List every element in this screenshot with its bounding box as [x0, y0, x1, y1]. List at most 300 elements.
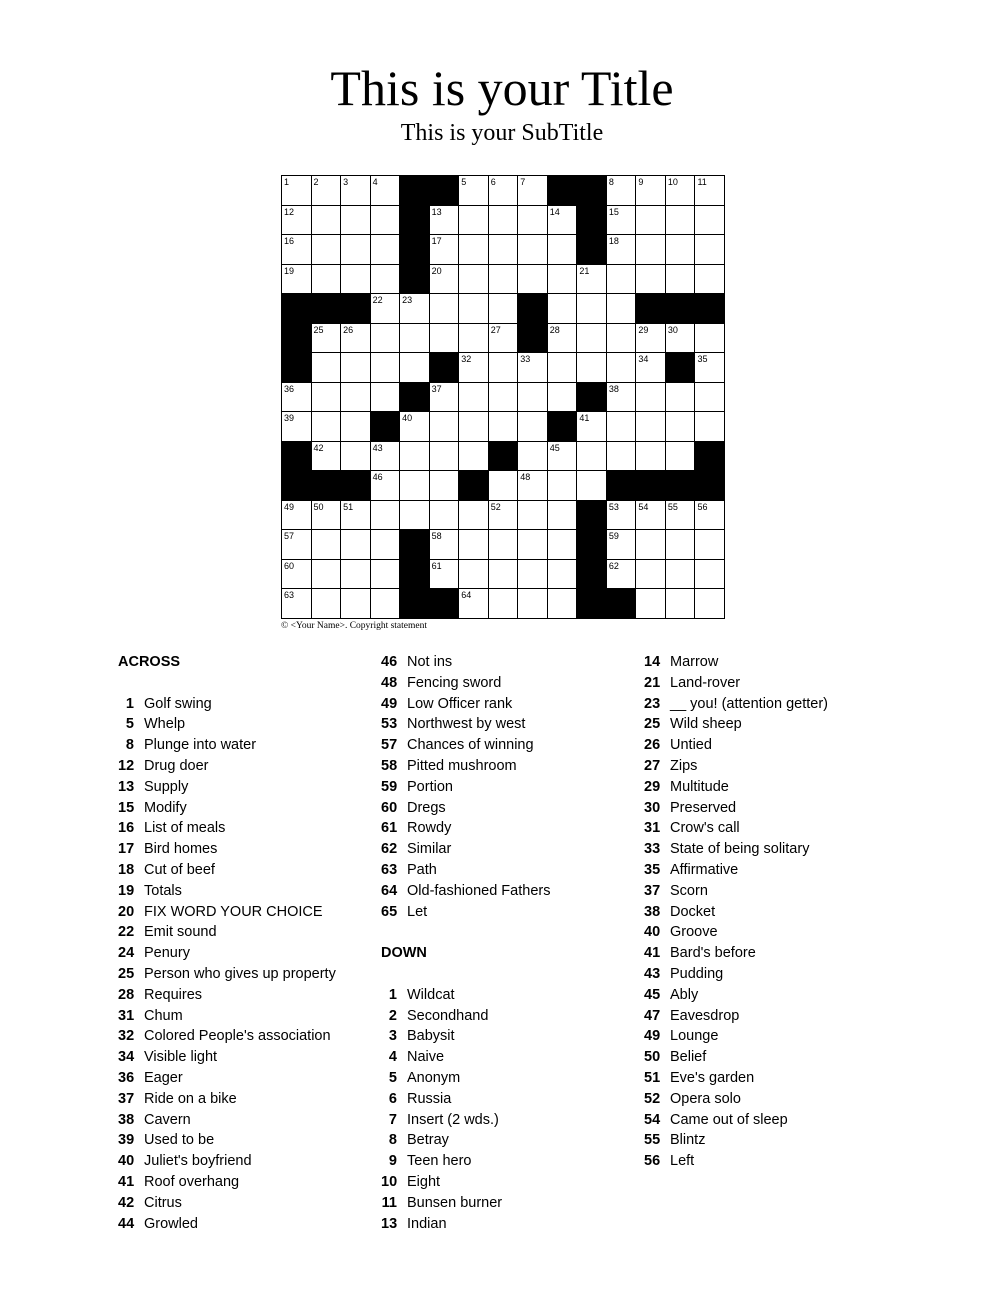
clue-number: 38 [644, 903, 661, 920]
copyright-statement: © <Your Name>. Copyright statement [281, 621, 427, 631]
clue-item [381, 1214, 550, 1235]
grid-cell[interactable] [370, 529, 400, 559]
grid-cell[interactable] [281, 588, 311, 618]
grid-cell[interactable] [576, 411, 606, 441]
grid-cell[interactable] [547, 588, 577, 618]
clue-item [644, 902, 828, 923]
grid-cell[interactable] [576, 293, 606, 323]
grid-cell[interactable] [694, 175, 724, 205]
grid-cell[interactable] [665, 323, 695, 353]
grid-cell[interactable] [340, 352, 370, 382]
cell-number: 48 [520, 472, 531, 483]
grid-cell[interactable] [606, 529, 636, 559]
grid-cell[interactable] [399, 352, 429, 382]
grid-cell[interactable] [429, 441, 459, 471]
clue-number: 51 [644, 1069, 661, 1086]
clue-text: Emit sound [144, 924, 217, 941]
grid-cell[interactable] [606, 411, 636, 441]
clue-number: 6 [388, 1090, 397, 1107]
grid-cell[interactable] [281, 382, 311, 412]
grid-block [399, 175, 429, 205]
grid-block [635, 293, 665, 323]
grid-cell[interactable] [458, 529, 488, 559]
grid-cell[interactable] [517, 529, 547, 559]
clue-text: Similar [407, 841, 452, 858]
grid-cell[interactable] [429, 234, 459, 264]
clue-number: 22 [118, 924, 135, 941]
grid-cell[interactable] [606, 382, 636, 412]
clue-number: 41 [118, 1173, 135, 1190]
grid-cell[interactable] [311, 352, 341, 382]
grid-cell[interactable] [665, 441, 695, 471]
grid-cell[interactable] [694, 529, 724, 559]
grid-cell[interactable] [311, 382, 341, 412]
grid-cell[interactable] [547, 470, 577, 500]
grid-cell[interactable] [488, 175, 518, 205]
grid-block [370, 411, 400, 441]
clue-item [644, 798, 828, 819]
clue-number: 52 [644, 1090, 661, 1107]
grid-cell[interactable] [429, 529, 459, 559]
cell-number: 14 [549, 206, 560, 217]
grid-block [281, 323, 311, 353]
cell-number: 13 [431, 206, 442, 217]
header-spacer [118, 673, 336, 694]
grid-cell[interactable] [429, 470, 459, 500]
clue-number: 20 [118, 903, 135, 920]
grid-cell[interactable] [281, 175, 311, 205]
grid-cell[interactable] [311, 500, 341, 530]
grid-cell[interactable] [340, 175, 370, 205]
grid-cell[interactable] [517, 264, 547, 294]
grid-cell[interactable] [635, 382, 665, 412]
grid-cell[interactable] [635, 529, 665, 559]
header-spacer [381, 964, 550, 985]
grid-cell[interactable] [281, 529, 311, 559]
grid-cell[interactable] [370, 323, 400, 353]
grid-block [458, 470, 488, 500]
clue-number: 1 [125, 695, 134, 712]
clue-number: 54 [644, 1111, 661, 1128]
grid-cell[interactable] [429, 382, 459, 412]
grid-cell[interactable] [517, 382, 547, 412]
clue-text: Opera solo [670, 1090, 741, 1107]
cell-number: 64 [461, 590, 472, 601]
grid-cell[interactable] [635, 264, 665, 294]
cell-number: 32 [461, 354, 472, 365]
grid-cell[interactable] [488, 559, 518, 589]
clue-text: Bard's before [670, 945, 756, 962]
grid-cell[interactable] [340, 205, 370, 235]
grid-cell[interactable] [370, 352, 400, 382]
clue-number: 53 [381, 716, 398, 733]
grid-cell[interactable] [370, 588, 400, 618]
grid-cell[interactable] [340, 441, 370, 471]
puzzle-title: This is your Title [330, 60, 674, 116]
clue-item [381, 839, 550, 860]
clue-number: 19 [118, 882, 135, 899]
grid-cell[interactable] [399, 323, 429, 353]
grid-cell[interactable] [606, 264, 636, 294]
grid-cell[interactable] [635, 234, 665, 264]
cell-number: 55 [667, 501, 678, 512]
clue-item [644, 1110, 828, 1131]
clue-number: 49 [644, 1028, 661, 1045]
grid-cell[interactable] [370, 382, 400, 412]
grid-cell[interactable] [488, 205, 518, 235]
grid-cell[interactable] [547, 323, 577, 353]
grid-cell[interactable] [488, 382, 518, 412]
grid-cell[interactable] [635, 588, 665, 618]
grid-cell[interactable] [488, 264, 518, 294]
grid-cell[interactable] [665, 234, 695, 264]
grid-cell[interactable] [429, 293, 459, 323]
grid-cell[interactable] [547, 529, 577, 559]
grid-cell[interactable] [429, 264, 459, 294]
clue-number: 59 [381, 778, 398, 795]
grid-cell[interactable] [370, 234, 400, 264]
grid-cell[interactable] [635, 175, 665, 205]
clue-number: 25 [118, 965, 135, 982]
clue-number: 64 [381, 882, 398, 899]
grid-cell[interactable] [311, 323, 341, 353]
clue-number: 60 [381, 799, 398, 816]
grid-cell[interactable] [458, 588, 488, 618]
grid-cell[interactable] [576, 323, 606, 353]
grid-cell[interactable] [547, 264, 577, 294]
grid-cell[interactable] [370, 500, 400, 530]
clue-number: 15 [118, 799, 135, 816]
clue-text: Indian [407, 1215, 447, 1232]
clue-number: 38 [118, 1111, 135, 1128]
grid-cell[interactable] [635, 352, 665, 382]
clue-number: 14 [644, 654, 661, 670]
cell-number: 2 [313, 177, 319, 187]
grid-cell[interactable] [281, 500, 311, 530]
grid-cell[interactable] [281, 264, 311, 294]
grid-cell[interactable] [547, 500, 577, 530]
clue-text: Teen hero [407, 1153, 472, 1170]
grid-cell[interactable] [547, 441, 577, 471]
clue-text: List of meals [144, 820, 226, 837]
clue-text: Docket [670, 903, 716, 920]
grid-cell[interactable] [665, 205, 695, 235]
grid-cell[interactable] [458, 293, 488, 323]
grid-block [281, 441, 311, 471]
grid-cell[interactable] [488, 588, 518, 618]
grid-cell[interactable] [488, 234, 518, 264]
grid-cell[interactable] [694, 559, 724, 589]
grid-cell[interactable] [458, 234, 488, 264]
clue-text: Babysit [407, 1028, 455, 1045]
grid-cell[interactable] [281, 234, 311, 264]
cell-number: 54 [638, 501, 649, 512]
grid-cell[interactable] [458, 411, 488, 441]
clue-text: Wildcat [407, 986, 455, 1003]
grid-cell[interactable] [517, 352, 547, 382]
clue-item [644, 1151, 828, 1172]
cell-number: 34 [638, 354, 649, 365]
clue-item [644, 985, 828, 1006]
grid-cell[interactable] [665, 411, 695, 441]
grid-cell[interactable] [606, 175, 636, 205]
clue-item [118, 1214, 336, 1235]
grid-cell[interactable] [458, 323, 488, 353]
grid-cell[interactable] [517, 441, 547, 471]
grid-cell[interactable] [340, 323, 370, 353]
grid-cell[interactable] [517, 559, 547, 589]
grid-cell[interactable] [665, 500, 695, 530]
grid-cell[interactable] [547, 382, 577, 412]
grid-cell[interactable] [311, 175, 341, 205]
grid-cell[interactable] [340, 529, 370, 559]
clue-number: 36 [118, 1069, 135, 1086]
grid-cell[interactable] [606, 205, 636, 235]
clue-text: Lounge [670, 1028, 719, 1045]
grid-cell[interactable] [311, 264, 341, 294]
grid-cell[interactable] [340, 411, 370, 441]
grid-cell[interactable] [370, 441, 400, 471]
clue-text: Path [407, 861, 437, 878]
grid-cell[interactable] [694, 411, 724, 441]
cell-number: 11 [697, 177, 707, 187]
clue-number: 37 [118, 1090, 135, 1107]
clue-text: __ you! (attention getter) [670, 695, 828, 712]
grid-cell[interactable] [606, 352, 636, 382]
clue-text: Left [670, 1153, 695, 1170]
clue-text: Eavesdrop [670, 1007, 740, 1024]
grid-cell[interactable] [458, 441, 488, 471]
grid-cell[interactable] [517, 205, 547, 235]
grid-cell[interactable] [635, 205, 665, 235]
clue-text: State of being solitary [670, 841, 810, 858]
clue-item [644, 1047, 828, 1068]
clue-text: Fencing sword [407, 674, 502, 691]
grid-cell[interactable] [340, 264, 370, 294]
grid-block [576, 382, 606, 412]
grid-cell[interactable] [340, 559, 370, 589]
grid-cell[interactable] [488, 500, 518, 530]
grid-cell[interactable] [340, 234, 370, 264]
grid-cell[interactable] [488, 470, 518, 500]
grid-cell[interactable] [606, 323, 636, 353]
grid-cell[interactable] [665, 382, 695, 412]
grid-cell[interactable] [458, 205, 488, 235]
clue-text: Chum [144, 1007, 183, 1024]
grid-cell[interactable] [370, 175, 400, 205]
grid-cell[interactable] [694, 500, 724, 530]
grid-cell[interactable] [517, 175, 547, 205]
grid-cell[interactable] [311, 411, 341, 441]
clue-number: 5 [125, 716, 134, 733]
clue-text: Whelp [144, 716, 186, 733]
grid-cell[interactable] [606, 234, 636, 264]
grid-cell[interactable] [635, 441, 665, 471]
grid-cell[interactable] [311, 441, 341, 471]
grid-cell[interactable] [665, 529, 695, 559]
grid-cell[interactable] [281, 411, 311, 441]
clue-item [381, 756, 550, 777]
cell-number: 18 [608, 236, 619, 247]
grid-cell[interactable] [635, 323, 665, 353]
grid-cell[interactable] [635, 559, 665, 589]
grid-cell[interactable] [665, 175, 695, 205]
grid-cell[interactable] [399, 411, 429, 441]
grid-cell[interactable] [399, 293, 429, 323]
clue-number: 3 [388, 1028, 397, 1045]
grid-cell[interactable] [429, 205, 459, 235]
grid-cell[interactable] [576, 264, 606, 294]
grid-cell[interactable] [370, 293, 400, 323]
grid-cell[interactable] [576, 441, 606, 471]
grid-block [694, 470, 724, 500]
grid-cell[interactable] [517, 411, 547, 441]
clue-number: 43 [644, 965, 661, 982]
grid-cell[interactable] [340, 382, 370, 412]
clue-text: Affirmative [670, 861, 739, 878]
grid-cell[interactable] [547, 234, 577, 264]
cell-number: 22 [372, 295, 383, 306]
grid-cell[interactable] [429, 411, 459, 441]
grid-cell[interactable] [399, 470, 429, 500]
grid-cell[interactable] [576, 352, 606, 382]
grid-cell[interactable] [340, 500, 370, 530]
clue-number: 16 [118, 820, 135, 837]
clue-number: 13 [118, 778, 135, 795]
grid-cell[interactable] [694, 382, 724, 412]
grid-cell[interactable] [370, 559, 400, 589]
grid-cell[interactable] [547, 205, 577, 235]
clue-number: 24 [118, 945, 135, 962]
grid-cell[interactable] [694, 588, 724, 618]
grid-cell[interactable] [547, 293, 577, 323]
grid-cell[interactable] [694, 264, 724, 294]
cell-number: 39 [284, 413, 295, 424]
clue-item [381, 777, 550, 798]
grid-cell[interactable] [458, 559, 488, 589]
clue-number: 21 [644, 674, 661, 691]
grid-cell[interactable] [517, 234, 547, 264]
clue-item [644, 777, 828, 798]
grid-cell[interactable] [665, 588, 695, 618]
clue-number: 7 [388, 1111, 397, 1128]
grid-cell[interactable] [458, 352, 488, 382]
clue-item [118, 1172, 336, 1193]
clue-number: 46 [381, 654, 398, 670]
grid-cell[interactable] [635, 411, 665, 441]
grid-cell[interactable] [694, 352, 724, 382]
grid-cell[interactable] [370, 470, 400, 500]
grid-cell[interactable] [311, 234, 341, 264]
grid-cell[interactable] [694, 234, 724, 264]
grid-cell[interactable] [311, 559, 341, 589]
clue-item [118, 1193, 336, 1214]
grid-cell[interactable] [547, 559, 577, 589]
clue-item [381, 652, 550, 673]
grid-cell[interactable] [488, 529, 518, 559]
grid-cell[interactable] [517, 588, 547, 618]
grid-cell[interactable] [547, 352, 577, 382]
clue-item [118, 881, 336, 902]
clue-item [118, 985, 336, 1006]
grid-cell[interactable] [429, 500, 459, 530]
clue-text: Growled [144, 1215, 198, 1232]
grid-cell[interactable] [606, 293, 636, 323]
grid-cell[interactable] [458, 382, 488, 412]
grid-cell[interactable] [429, 559, 459, 589]
grid-cell[interactable] [488, 323, 518, 353]
grid-cell[interactable] [370, 264, 400, 294]
clue-number: 35 [644, 861, 661, 878]
grid-cell[interactable] [281, 205, 311, 235]
grid-cell[interactable] [576, 470, 606, 500]
clue-text: Blintz [670, 1132, 706, 1149]
grid-cell[interactable] [458, 264, 488, 294]
grid-cell[interactable] [429, 323, 459, 353]
cell-number: 12 [284, 206, 295, 217]
grid-cell[interactable] [635, 500, 665, 530]
grid-cell[interactable] [606, 500, 636, 530]
clue-number: 4 [388, 1049, 397, 1066]
cell-number: 27 [490, 324, 501, 335]
cell-number: 38 [608, 383, 619, 394]
grid-cell[interactable] [517, 500, 547, 530]
grid-cell[interactable] [665, 264, 695, 294]
grid-cell[interactable] [458, 175, 488, 205]
grid-cell[interactable] [488, 293, 518, 323]
clue-item [644, 1006, 828, 1027]
grid-block [635, 470, 665, 500]
clue-item [118, 1006, 336, 1027]
grid-block [547, 411, 577, 441]
clue-item [118, 798, 336, 819]
clue-number: 40 [118, 1153, 135, 1170]
grid-cell[interactable] [281, 559, 311, 589]
grid-cell[interactable] [311, 588, 341, 618]
cell-number: 33 [520, 354, 531, 365]
grid-cell[interactable] [665, 559, 695, 589]
clue-item [644, 839, 828, 860]
grid-cell[interactable] [517, 470, 547, 500]
grid-cell[interactable] [311, 205, 341, 235]
grid-cell[interactable] [370, 205, 400, 235]
grid-cell[interactable] [694, 205, 724, 235]
clue-item [381, 1110, 550, 1131]
cell-number: 45 [549, 442, 560, 453]
grid-cell[interactable] [488, 352, 518, 382]
grid-cell[interactable] [606, 441, 636, 471]
cell-number: 46 [372, 472, 383, 483]
grid-block [576, 588, 606, 618]
grid-cell[interactable] [340, 588, 370, 618]
clue-item [381, 714, 550, 735]
grid-cell[interactable] [311, 529, 341, 559]
grid-cell[interactable] [458, 500, 488, 530]
grid-cell[interactable] [694, 323, 724, 353]
clue-item [118, 1151, 336, 1172]
cell-number: 40 [402, 413, 413, 424]
clue-item [118, 1089, 336, 1110]
grid-cell[interactable] [488, 411, 518, 441]
clue-item [644, 1068, 828, 1089]
clue-text: Zips [670, 757, 698, 774]
cell-number: 23 [402, 295, 413, 306]
grid-cell[interactable] [399, 500, 429, 530]
grid-cell[interactable] [606, 559, 636, 589]
puzzle-subtitle: This is your SubTitle [400, 120, 604, 146]
clue-text: Chances of winning [407, 737, 534, 754]
grid-cell[interactable] [399, 441, 429, 471]
